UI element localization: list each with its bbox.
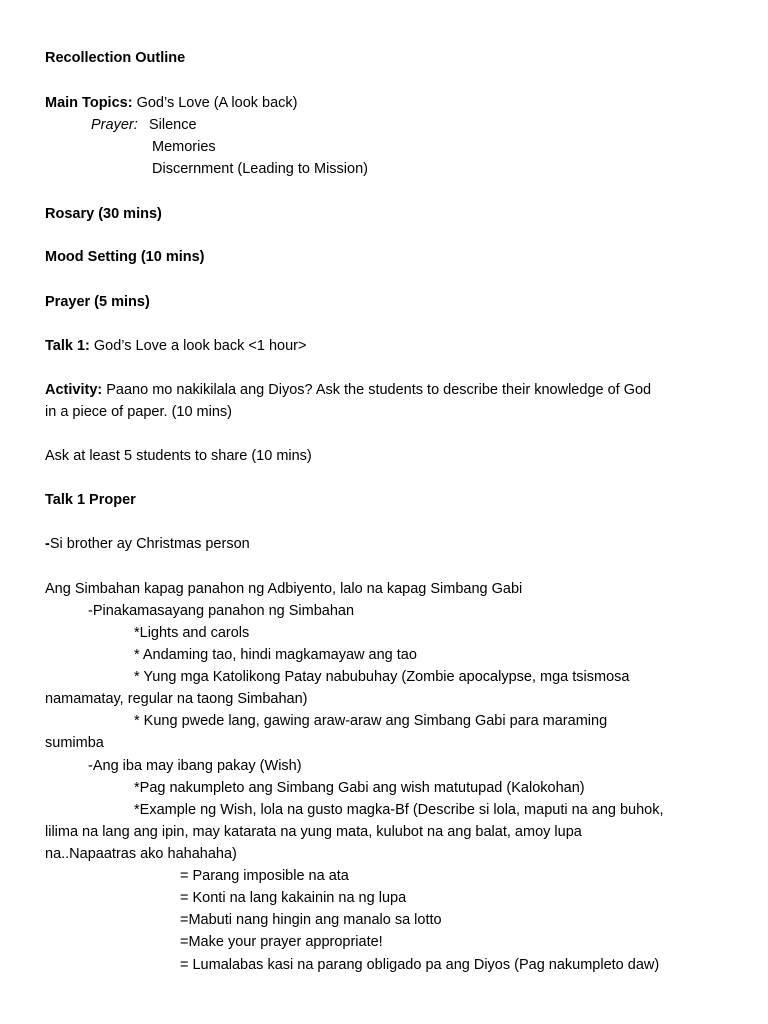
body-line: *Lights and carols	[134, 625, 250, 641]
main-topics-value: God’s Love (A look back)	[132, 95, 298, 111]
body-line: =Make your prayer appropriate!	[180, 934, 383, 950]
activity-label: Activity:	[45, 382, 103, 398]
body-line: -Ang iba may ibang pakay (Wish)	[88, 758, 302, 774]
prayer-label: Prayer:	[91, 117, 138, 133]
main-topics-line	[45, 93, 725, 113]
activity-continuation: in a piece of paper. (10 mins)	[45, 404, 232, 420]
body-dash: -	[45, 536, 50, 552]
prayer-item: Discernment (Leading to Mission)	[152, 161, 368, 177]
prayer-item: Silence	[149, 117, 197, 133]
body-line: sumimba	[45, 735, 104, 751]
body-line: =Mabuti nang hingin ang manalo sa lotto	[180, 912, 442, 928]
activity-value: Paano mo nakikilala ang Diyos? Ask the students to describe their knowledge of God	[102, 382, 652, 398]
prayer-heading: Prayer (5 mins)	[45, 294, 150, 310]
body-line: *Example ng Wish, lola na gusto magka-Bf (Describe si lola, maputi na ang buhok,	[134, 802, 664, 818]
body-line: = Lumalabas kasi na parang obligado pa ang Diyos (Pag nakumpleto daw)	[180, 957, 660, 973]
body-line: * Andaming tao, hindi magkamayaw ang tao	[134, 647, 417, 663]
prayer-item: Memories	[152, 139, 216, 155]
body-text: Si brother ay Christmas person	[49, 536, 250, 552]
mood-setting-heading: Mood Setting (10 mins)	[45, 249, 205, 265]
body-line: namamatay, regular na taong Simbahan)	[45, 691, 308, 707]
body-line: na..Napaatras ako hahahaha)	[45, 846, 237, 862]
share-line: Ask at least 5 students to share (10 mins)	[45, 448, 312, 464]
body-line: Ang Simbahan kapag panahon ng Adbiyento, lalo na kapag Simbang Gabi	[45, 581, 523, 597]
body-line: lilima na lang ang ipin, may katarata na yung mata, kulubot na ang balat, amoy lupa	[45, 824, 582, 840]
talk1-label: Talk 1:	[45, 338, 90, 354]
body-line: * Yung mga Katolikong Patay nabubuhay (Zombie apocalypse, mga tsismosa	[134, 669, 630, 685]
body-line: = Konti na lang kakainin na ng lupa	[180, 890, 407, 906]
talk1-value: God’s Love a look back <1 hour>	[89, 338, 307, 354]
main-topics-label: Main Topics:	[45, 95, 133, 111]
rosary-heading: Rosary (30 mins)	[45, 206, 162, 222]
body-line: = Parang imposible na ata	[180, 868, 349, 884]
body-line: *Pag nakumpleto ang Simbang Gabi ang wish matutupad (Kalokohan)	[134, 780, 585, 796]
body-line: -Pinakamasayang panahon ng Simbahan	[88, 603, 355, 619]
body-line	[45, 534, 725, 554]
body-line: * Kung pwede lang, gawing araw-araw ang Simbang Gabi para maraming	[134, 713, 608, 729]
talk1-proper-heading: Talk 1 Proper	[45, 492, 136, 508]
activity-line	[45, 380, 725, 400]
talk1-line	[45, 336, 725, 356]
document-title: Recollection Outline	[45, 50, 186, 66]
